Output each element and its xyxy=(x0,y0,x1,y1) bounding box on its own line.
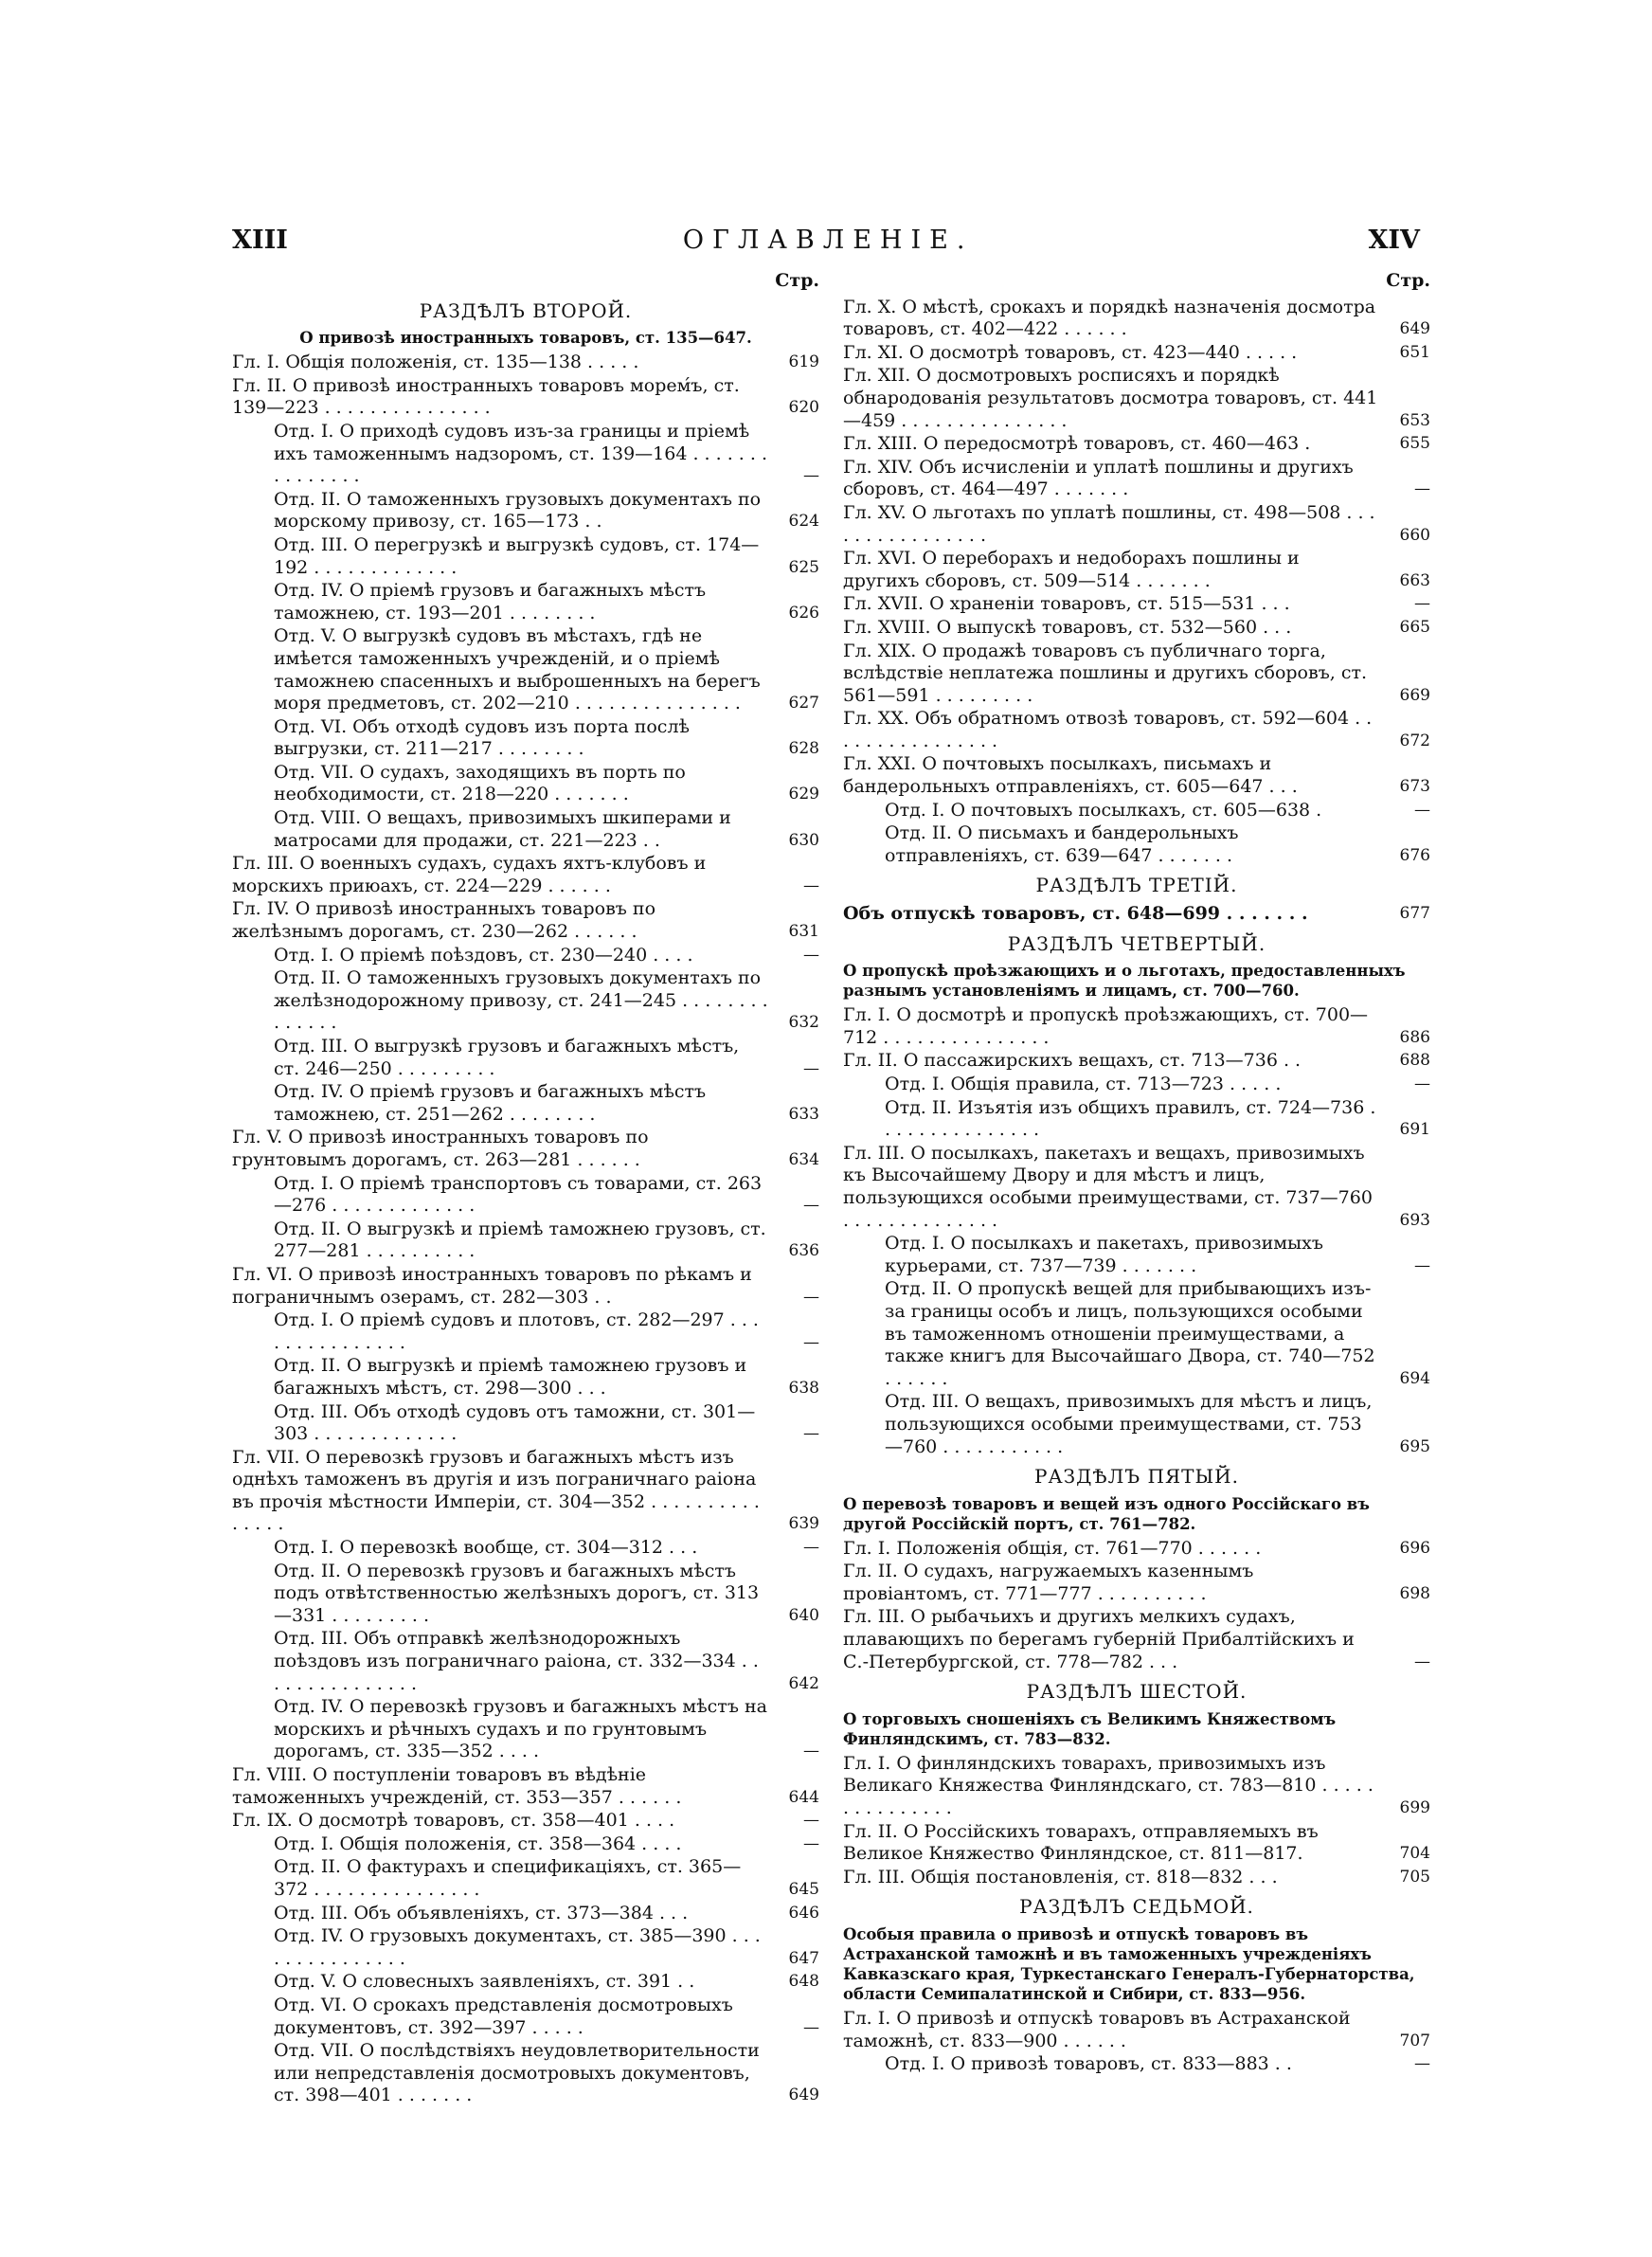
toc-entry-title: Гл. XVI. О переборахъ и недоборахъ пошлины и другихъ сборовъ, ст. 509—514 . . . . . . . xyxy=(843,548,1300,591)
toc-entry xyxy=(843,1143,1430,1232)
toc-entry-page: 639 xyxy=(788,1514,819,1534)
toc-entry-page: 665 xyxy=(1399,617,1430,637)
toc-entry xyxy=(232,1537,819,1560)
toc-entry-title: Отд. II. О таможенныхъ грузовыхъ документахъ по желѣзнодорожному привозу, ст. 241—245 . . . . . . . . . . . . . . xyxy=(274,967,768,1034)
toc-entry-page: 655 xyxy=(1399,434,1430,454)
toc-entry-title: Отд. VI. О срокахъ представленія досмотровыхъ документовъ, ст. 392—397 . . . . . xyxy=(274,1994,733,2038)
toc-entry xyxy=(843,342,1430,365)
toc-entry-page: 691 xyxy=(1399,1120,1430,1140)
toc-entry-title: Отд. II. О выгрузкѣ и пріемѣ таможнею грузовъ и багажныхъ мѣстъ, ст. 298—300 . . . xyxy=(274,1355,747,1399)
toc-entry xyxy=(232,1401,819,1446)
toc-entry-title: Гл. XIII. О передосмотрѣ товаровъ, ст. 460—463 . xyxy=(843,433,1311,455)
toc-entry-title: Отд. IV. О перевозкѣ грузовъ и багажныхъ мѣстъ на морскихъ и рѣчныхъ судахъ и по грунтовымъ дорогамъ, ст. 335—352 . . . . xyxy=(274,1696,767,1762)
section-title: РАЗДѢЛЪ СЕДЬМОЙ. xyxy=(1019,1895,1254,1919)
toc-list xyxy=(232,352,819,2107)
toc-entry-title: Отд. I. О пріемѣ транспортовъ съ товарами, ст. 263—276 . . . . . . . . . . . . . xyxy=(274,1172,763,1217)
toc-entry xyxy=(843,708,1430,752)
toc-entry-page: 626 xyxy=(788,603,819,623)
toc-entry-title: Отд. III. О вещахъ, привозимыхъ для мѣстъ и лицъ, пользующихся особыми преимуществами, ст. 753—760 . . . . . . . . . . . xyxy=(885,1391,1373,1457)
toc-entry-title: Гл. II. О пассажирскихъ вещахъ, ст. 713—736 . . xyxy=(843,1050,1302,1072)
toc-entry-page: 707 xyxy=(1399,2031,1430,2050)
section-title: РАЗДѢЛЪ ТРЕТІЙ. xyxy=(1035,874,1238,897)
toc-entry-page: 651 xyxy=(1399,342,1430,362)
toc-entry-title: Гл. III. О военныхъ судахъ, судахъ яхтъ-клубовъ и морскихъ приюахъ, ст. 224—229 . . . . . . xyxy=(232,853,707,896)
page-header xyxy=(232,226,1420,258)
toc-entry-page: — xyxy=(803,945,819,965)
right-column xyxy=(843,270,1430,2077)
toc-entry-page: 633 xyxy=(788,1104,819,1124)
section-title: РАЗДѢЛЪ ВТОРОЙ. xyxy=(419,298,633,322)
toc-entry-title: Отд. I. О перевозкѣ вообще, ст. 304—312 . . . xyxy=(274,1537,698,1559)
section-description: О привозѣ иностранныхъ товаровъ, ст. 135—647. xyxy=(299,329,752,348)
toc-entry xyxy=(232,1127,819,1171)
toc-entry-page: 644 xyxy=(788,1787,819,1807)
section-description: Особыя правила о привозѣ и отпускѣ товаровъ въ Астраханской таможнѣ и въ таможенныхъ учрежденіяхъ Кавказскаго края, Туркестанскаго Генералъ-Губернаторства, области Семипалатинской и Сибири, ст. 833—956. xyxy=(843,1925,1415,2003)
toc-entry-page: — xyxy=(803,1424,819,1444)
toc-entry-page: 625 xyxy=(788,557,819,577)
toc-entry-page: 631 xyxy=(788,922,819,942)
toc-entry-page: 627 xyxy=(788,694,819,713)
toc-entry-page: — xyxy=(803,1058,819,1078)
page-number-right: XIV xyxy=(1368,226,1420,255)
toc-entry xyxy=(843,2008,1430,2052)
toc-entry-title: Отд. III. Объ отправкѣ желѣзнодорожныхъ поѣздовъ изъ пограничнаго раіона, ст. 332—334 . . . . . . . . . . . . . . . xyxy=(274,1628,759,1694)
toc-entry xyxy=(232,489,819,533)
toc-entry xyxy=(232,1036,819,1080)
toc-entry xyxy=(843,457,1430,501)
toc-entry-title: Гл. III. О посылкахъ, пакетахъ и вещахъ, привозимыхъ къ Высочайшему Двору и для мѣстъ и лицъ, пользующихся особыми преимуществами, ст. 737—760 . . . . . . . . . . . . . . xyxy=(843,1142,1373,1231)
toc-entry-page: 636 xyxy=(788,1241,819,1261)
toc-entry-title: Отд. II. О таможенныхъ грузовыхъ документахъ по морскому привозу, ст. 165—173 . . xyxy=(274,488,762,533)
toc-entry-title: Отд. I. Общія положенія, ст. 358—364 . . . . xyxy=(274,1833,682,1854)
page-number-left: XIII xyxy=(232,226,288,255)
toc-entry xyxy=(232,1764,819,1809)
toc-entry-title: Отд. II. О пропускѣ вещей для прибывающихъ изъ-за границы особъ и лицъ, пользующихся особыми въ таможенномъ отношеніи преимуществами, а также книгъ для Высочайшаго Двора, ст. 740—752 . . . . . . xyxy=(885,1278,1375,1389)
toc-entry-page: 624 xyxy=(788,512,819,532)
toc-entry-page: 695 xyxy=(1399,1436,1430,1456)
toc-entry-page: — xyxy=(1414,800,1430,820)
toc-entry-title: Отд. I. Общія правила, ст. 713—723 . . . . . xyxy=(885,1074,1282,1094)
toc-entry xyxy=(843,1606,1430,1673)
toc-entry xyxy=(232,2040,819,2107)
toc-entry-page: — xyxy=(803,1742,819,1761)
toc-entry-page: 648 xyxy=(788,1972,819,1992)
toc-entry-page: 673 xyxy=(1399,777,1430,797)
toc-entry-title: Гл. IV. О привозѣ иностранныхъ товаровъ по желѣзнымъ дорогамъ, ст. 230—262 . . . . . . xyxy=(232,898,656,943)
toc-entry xyxy=(232,534,819,579)
toc-entry-page: 634 xyxy=(788,1149,819,1169)
toc-entry-page: — xyxy=(803,2017,819,2037)
toc-entry xyxy=(843,1867,1430,1889)
toc-entry-title: Отд. II. О письмахъ и бандерольныхъ отправленіяхъ, ст. 639—647 . . . . . . . xyxy=(885,822,1239,866)
toc-entry-page: — xyxy=(1414,2054,1430,2074)
toc-entry-title: Гл. I. О привозѣ и отпускѣ товаровъ въ Астраханской таможнѣ, ст. 833—900 . . . . . . xyxy=(843,2008,1351,2051)
toc-entry xyxy=(843,593,1430,616)
toc-entry-page: — xyxy=(1414,1652,1430,1671)
toc-entry-page: 704 xyxy=(1399,1844,1430,1864)
toc-entry-title: Гл. X. О мѣстѣ, срокахъ и порядкѣ назначенія досмотра товаровъ, ст. 402—422 . . . . . . xyxy=(843,296,1376,340)
toc-entry-page: 647 xyxy=(788,1948,819,1968)
toc-entry-title: Гл. I. О финляндскихъ товарахъ, привозимыхъ изъ Великаго Княжества Финляндскаго, ст. 783—810 . . . . . . . . . . . . . . . xyxy=(843,1752,1374,1819)
toc-entry xyxy=(843,502,1430,547)
toc-entry-title: Отд. VI. Объ отходѣ судовъ изъ порта послѣ выгрузки, ст. 211—217 . . . . . . . . xyxy=(274,715,690,760)
toc-entry-page: — xyxy=(1414,1074,1430,1093)
toc-entry-title: Отд. I. О пріемѣ судовъ и плотовъ, ст. 282—297 . . . . . . . . . . . . . . . xyxy=(274,1309,759,1353)
toc-entry xyxy=(232,352,819,374)
toc-list xyxy=(843,1538,1430,1674)
toc-entry-page: 649 xyxy=(1399,319,1430,339)
toc-entry-title: Отд. II. О фактурахъ и спецификаціяхъ, ст. 365—372 . . . . . . . . . . . . . . . xyxy=(274,1856,742,1900)
toc-entry-page: 663 xyxy=(1399,570,1430,590)
toc-entry-title: Объ отпускѣ товаровъ, ст. 648—699 . . . . . . . xyxy=(843,903,1308,925)
toc-entry xyxy=(843,2053,1430,2076)
toc-entry xyxy=(232,1810,819,1833)
toc-entry xyxy=(232,1173,819,1218)
toc-entry-title: Гл. VII. О перевозкѣ грузовъ и багажныхъ мѣстъ изъ однѣхъ таможенъ въ другія и изъ пограничнаго раіона въ прочія мѣстности Имперіи, ст. 304—352 . . . . . . . . . . . . . . . xyxy=(232,1446,760,1535)
toc-entry xyxy=(232,1971,819,1994)
toc-entry-title: Гл. I. Общія положенія, ст. 135—138 . . . . . xyxy=(232,352,639,373)
toc-entry-page: 649 xyxy=(788,2085,819,2105)
toc-entry xyxy=(843,1821,1430,1866)
toc-entry-page: 694 xyxy=(1399,1368,1430,1388)
toc-entry-page: — xyxy=(1414,594,1430,614)
toc-entry xyxy=(843,1074,1430,1096)
toc-entry xyxy=(232,967,819,1035)
section-description: О торговыхъ сношеніяхъ съ Великимъ Княжествомъ Финляндскимъ, ст. 783—832. xyxy=(843,1709,1337,1748)
toc-entry-page: 688 xyxy=(1399,1051,1430,1071)
section-description: О пропускѣ проѣзжающихъ и о льготахъ, предоставленныхъ разнымъ установленіямъ и лицамъ, ст. 700—760. xyxy=(843,962,1406,1001)
toc-entry-title: Гл. XIX. О продажѣ товаровъ съ публичнаго торга, вслѣдствіе неплатежа пошлины и другихъ сборовъ, ст. 561—591 . . . . . . . . . xyxy=(843,640,1368,706)
toc-entry xyxy=(232,716,819,761)
toc-entry-title: Отд. III. Объ объявленіяхъ, ст. 373—384 . . . xyxy=(274,1902,689,1923)
toc-entry-title: Гл. II. О привозѣ иностранныхъ товаровъ морем́ъ, ст. 139—223 . . . . . . . . . . . . . . . xyxy=(232,374,740,419)
toc-list xyxy=(843,903,1430,926)
toc-entry xyxy=(232,762,819,806)
toc-entry xyxy=(232,1355,819,1399)
toc-entry-title: Гл. XI. О досмотрѣ товаровъ, ст. 423—440 . . . . . xyxy=(843,341,1298,363)
toc-entry-page: 642 xyxy=(788,1673,819,1693)
toc-entry xyxy=(232,1995,819,2039)
toc-entry-page: 653 xyxy=(1399,410,1430,430)
toc-entry-page: 620 xyxy=(788,398,819,418)
toc-entry-title: Отд. I. О пріемѣ поѣздовъ, ст. 230—240 . . . . xyxy=(274,944,693,966)
toc-entry-page: 705 xyxy=(1399,1867,1430,1887)
left-column xyxy=(232,270,819,2108)
toc-entry-title: Гл. IX. О досмотрѣ товаровъ, ст. 358—401 . . . . xyxy=(232,1810,675,1832)
section-title: РАЗДѢЛЪ ШЕСТОЙ. xyxy=(1026,1680,1248,1704)
toc-entry-page: 638 xyxy=(788,1378,819,1398)
toc-entry xyxy=(843,1391,1430,1458)
toc-entry-title: Отд. II. Изъятія изъ общихъ правилъ, ст. 724—736 . . . . . . . . . . . . . . . xyxy=(885,1096,1376,1141)
toc-entry-page: — xyxy=(1414,1255,1430,1275)
toc-entry-page: 646 xyxy=(788,1903,819,1923)
toc-entry xyxy=(232,945,819,967)
toc-entry xyxy=(232,1856,819,1901)
toc-entry xyxy=(232,1447,819,1536)
toc-entry xyxy=(843,1538,1430,1561)
toc-entry-page: — xyxy=(803,1833,819,1853)
toc-entry xyxy=(232,1264,819,1309)
toc-entry-title: Отд. III. О выгрузкѣ грузовъ и багажныхъ мѣстъ, ст. 246—250 . . . . . . . . . xyxy=(274,1036,740,1079)
toc-entry-title: Гл. I. Положенія общія, ст. 761—770 . . . . . . xyxy=(843,1537,1262,1559)
toc-entry-title: Гл. III. О рыбачьихъ и другихъ мелкихъ судахъ, плавающихъ по берегамъ губерній Прибалтійскихъ и С.-Петербургской, ст. 778—782 . . . xyxy=(843,1606,1355,1672)
section-title: РАЗДѢЛЪ ЧЕТВЕРТЫЙ. xyxy=(1007,931,1266,955)
toc-entry xyxy=(232,1081,819,1126)
toc-entry-title: Гл. XX. Объ обратномъ отвозѣ товаровъ, ст. 592—604 . . . . . . . . . . . . . . . . xyxy=(843,708,1373,751)
toc-entry-page: — xyxy=(803,1538,819,1558)
toc-entry-title: Гл. VI. О привозѣ иностранныхъ товаровъ по рѣкамъ и пограничнымъ озерамъ, ст. 282—303 . . xyxy=(232,1263,752,1308)
toc-entry-title: Гл. XVIII. О выпускѣ товаровъ, ст. 532—560 . . . xyxy=(843,616,1292,638)
toc-entry xyxy=(232,1628,819,1695)
toc-entry-page: 660 xyxy=(1399,525,1430,545)
toc-entry-page: 629 xyxy=(788,785,819,804)
toc-entry-page: 672 xyxy=(1399,731,1430,750)
toc-entry-page: 677 xyxy=(1399,904,1430,924)
toc-entry xyxy=(232,853,819,897)
toc-entry xyxy=(232,421,819,488)
toc-entry-page: 669 xyxy=(1399,685,1430,705)
toc-entry xyxy=(232,375,819,420)
toc-entry-title: Отд. V. О словесныхъ заявленіяхъ, ст. 391 . . xyxy=(274,1971,695,1993)
toc-entry-title: Отд. I. О приходѣ судовъ изъ-за границы и пріемѣ ихъ таможеннымъ надзоромъ, ст. 139—164 . . . . . . . . . . . . . . . xyxy=(274,420,767,487)
toc-entry xyxy=(232,1219,819,1263)
toc-entry xyxy=(232,1696,819,1763)
toc-entry xyxy=(843,822,1430,867)
toc-entry-title: Отд. II. О перевозкѣ грузовъ и багажныхъ мѣстъ подъ отвѣтственностью желѣзныхъ дорогъ, ст. 313—331 . . . . . . . . . xyxy=(274,1560,760,1626)
toc-entry-title: Гл. III. Общія постановленія, ст. 818—832 . . . xyxy=(843,1866,1278,1887)
toc-entry-title: Отд. III. О перегрузкѣ и выгрузкѣ судовъ, ст. 174—192 . . . . . . . . . . . . . xyxy=(274,533,760,578)
toc-entry-title: Отд. VIII. О вещахъ, привозимыхъ шкиперами и матросами для продажи, ст. 221—223 . . xyxy=(274,807,731,851)
toc-entry-title: Гл. XII. О досмотровыхъ росписяхъ и порядкѣ обнародованія результатовъ досмотра товаровъ, ст. 441—459 . . . . . . . . . . . . . . . xyxy=(843,365,1378,431)
toc-entry-title: Отд. VII. О судахъ, заходящихъ въ порть по необходимости, ст. 218—220 . . . . . . . xyxy=(274,761,686,805)
toc-entry xyxy=(232,625,819,714)
section-description: О перевозѣ товаровъ и вещей изъ одного Россійскаго въ другой Россійскій портъ, ст. 761—782. xyxy=(843,1494,1370,1533)
toc-entry-page: 628 xyxy=(788,739,819,759)
toc-entry-title: Отд. IV. О пріемѣ грузовъ и багажныхъ мѣстъ таможнею, ст. 193—201 . . . . . . . . xyxy=(274,580,707,623)
toc-list xyxy=(843,1004,1430,1458)
toc-entry xyxy=(232,1925,819,1970)
toc-entry xyxy=(232,807,819,852)
toc-entry xyxy=(843,753,1430,798)
toc-entry-page: 640 xyxy=(788,1605,819,1625)
toc-entry xyxy=(232,580,819,624)
toc-entry xyxy=(232,1561,819,1628)
toc-entry-page: 698 xyxy=(1399,1583,1430,1603)
toc-entry-title: Гл. VIII. О поступленіи товаровъ въ вѣдѣніе таможенныхъ учрежденій, ст. 353—357 . . . . . . xyxy=(232,1764,682,1808)
toc-entry xyxy=(843,1278,1430,1390)
toc-entry-title: Гл. XVII. О храненіи товаровъ, ст. 515—531 . . . xyxy=(843,593,1290,615)
toc-entry xyxy=(843,1561,1430,1605)
toc-entry xyxy=(232,1309,819,1354)
toc-entry xyxy=(232,1903,819,1925)
toc-entry-title: Отд. I. О привозѣ товаровъ, ст. 833—883 . . xyxy=(885,2053,1292,2075)
toc-entry-page: 699 xyxy=(1399,1798,1430,1818)
toc-entry-title: Гл. XV. О льготахъ по уплатѣ пошлины, ст. 498—508 . . . . . . . . . . . . . . . . xyxy=(843,501,1375,546)
toc-entry-page: 686 xyxy=(1399,1027,1430,1047)
toc-entry xyxy=(843,1097,1430,1142)
toc-entry-title: Гл. XIV. Объ исчисленіи и уплатѣ пошлины и другихъ сборовъ, ст. 464—497 . . . . . . . xyxy=(843,456,1354,500)
toc-entry-page: 696 xyxy=(1399,1538,1430,1558)
toc-entry-page: 645 xyxy=(788,1879,819,1899)
toc-entry xyxy=(843,641,1430,708)
toc-entry xyxy=(843,617,1430,640)
toc-entry-title: Отд. VII. О послѣдствіяхъ неудовлетворительности или непредставленія досмотровыхъ документовъ, ст. 398—401 . . . . . . . xyxy=(274,2040,760,2106)
toc-entry xyxy=(843,433,1430,456)
toc-entry-page: 693 xyxy=(1399,1210,1430,1230)
toc-entry-title: Отд. IV. О грузовыхъ документахъ, ст. 385—390 . . . . . . . . . . . . . . . xyxy=(274,1925,761,1969)
toc-entry-page: — xyxy=(803,1196,819,1216)
toc-entry-title: Гл. I. О досмотрѣ и пропускѣ проѣзжающихъ, ст. 700—712 . . . . . . . . . . . . . . . xyxy=(843,1004,1369,1048)
toc-entry xyxy=(843,548,1430,592)
toc-entry-title: Гл. II. О Россійскихъ товарахъ, отправляемыхъ въ Великое Княжество Финляндское, ст. 811—817. xyxy=(843,1820,1319,1865)
section-title: РАЗДѢЛЪ ПЯТЫЙ. xyxy=(1034,1465,1239,1489)
toc-entry-title: Отд. III. Объ отходѣ судовъ отъ таможни, ст. 301—303 . . . . . . . . . . . . . xyxy=(274,1400,756,1445)
toc-entry-page: 619 xyxy=(788,352,819,372)
toc-entry-page: — xyxy=(803,1332,819,1352)
toc-entry-title: Гл. XXI. О почтовыхъ посылкахъ, письмахъ и бандерольныхъ отправленіяхъ, ст. 605—647 . . . xyxy=(843,753,1298,798)
toc-entry xyxy=(843,1050,1430,1073)
toc-entry xyxy=(232,898,819,943)
toc-list xyxy=(843,2008,1430,2076)
toc-entry-title: Отд. V. О выгрузкѣ судовъ въ мѣстахъ, гдѣ не имѣется таможенныхъ учрежденій, и о пріемѣ таможнею спасенныхъ и выброшенныхъ на берегъ моря предметовъ, ст. 202—210 . . . . . . . . . . . . . . . xyxy=(274,625,761,714)
toc-entry-page: — xyxy=(1414,479,1430,499)
toc-entry-title: Отд. I. О почтовыхъ посылкахъ, ст. 605—638 . xyxy=(885,799,1322,821)
toc-entry-title: Гл. II. О судахъ, нагружаемыхъ казеннымъ провіантомъ, ст. 771—777 . . . . . . . . . . xyxy=(843,1561,1254,1604)
toc-list xyxy=(843,297,1430,868)
toc-entry-page: — xyxy=(803,1287,819,1307)
toc-entry-page: 632 xyxy=(788,1013,819,1033)
toc-entry xyxy=(843,1753,1430,1820)
toc-entry-title: Гл. V. О привозѣ иностранныхъ товаровъ по грунтовымъ дорогамъ, ст. 263—281 . . . . . . xyxy=(232,1127,649,1170)
toc-entry-page: — xyxy=(803,1811,819,1831)
toc-entry xyxy=(843,1004,1430,1049)
page-column-label: Стр. xyxy=(1386,270,1430,291)
toc-entry-title: Отд. IV. О пріемѣ грузовъ и багажныхъ мѣстъ таможнею, ст. 251—262 . . . . . . . . xyxy=(274,1081,707,1125)
toc-entry-title: Отд. II. О выгрузкѣ и пріемѣ таможнею грузовъ, ст. 277—281 . . . . . . . . . . xyxy=(274,1218,766,1262)
toc-entry xyxy=(843,903,1430,926)
toc-entry-title: Отд. I. О посылкахъ и пакетахъ, привозимыхъ курьерами, ст. 737—739 . . . . . . . xyxy=(885,1233,1323,1276)
toc-entry-page: 630 xyxy=(788,830,819,850)
page-title: ОГЛАВЛЕНІЕ. xyxy=(682,226,974,255)
page-column-label: Стр. xyxy=(775,270,819,291)
toc-entry xyxy=(843,297,1430,341)
toc-list xyxy=(843,1753,1430,1889)
toc-entry-page: — xyxy=(803,876,819,895)
toc-entry xyxy=(843,1233,1430,1277)
toc-entry-page: — xyxy=(803,466,819,486)
toc-entry xyxy=(843,800,1430,822)
toc-entry-page: 676 xyxy=(1399,845,1430,865)
toc-entry xyxy=(232,1833,819,1856)
toc-entry xyxy=(843,365,1430,432)
